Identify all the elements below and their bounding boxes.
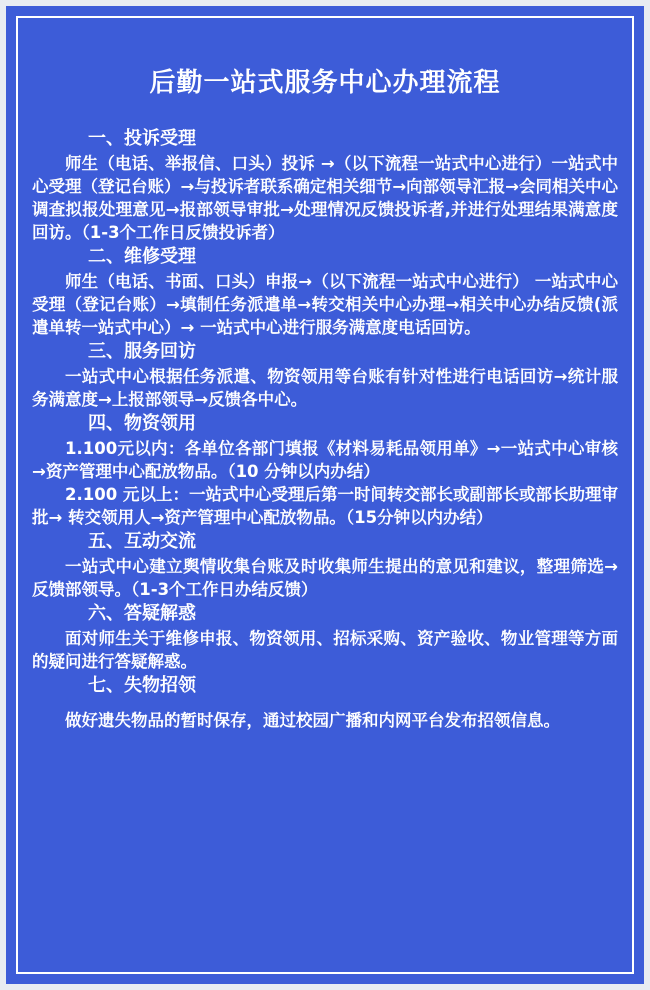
section-heading: 一、投诉受理	[88, 128, 196, 149]
notice-board	[6, 6, 644, 984]
notice-border	[16, 16, 634, 974]
section-return-visit	[32, 339, 618, 411]
section-paragraph: 一站式中心根据任务派遣、物资领用等台账有针对性进行电话回访→统计服务满意度→上报部领导→反馈各中心。	[32, 367, 618, 409]
section-paragraph: 做好遗失物品的暂时保存，通过校园广播和内网平台发布招领信息。	[65, 711, 560, 730]
section-heading: 二、维修受理	[88, 246, 196, 267]
section-heading: 五、互动交流	[88, 531, 196, 552]
section-paragraph: 一站式中心建立舆情收集台账及时收集师生提出的意见和建议，整理筛选→反馈部领导。（1-3个工作日办结反馈）	[32, 557, 618, 599]
section-paragraph: 面对师生关于维修申报、物资领用、招标采购、资产验收、物业管理等方面的疑问进行答疑解惑。	[32, 629, 618, 671]
section-complaint	[32, 126, 618, 244]
section-lost-found	[32, 673, 618, 736]
section-paragraph: 师生（电话、举报信、口头）投诉 →（以下流程一站式中心进行）一站式中心受理（登记台账）→与投诉者联系确定相关细节→向部领导汇报→会同相关中心调查拟报处理意见→报部领导审批→处理情况反馈投诉者,并进行处理结果满意度回访。（1-3个工作日反馈投诉者）	[32, 154, 618, 242]
section-paragraph: 1.100元以内：各单位各部门填报《材料易耗品领用单》→一站式中心审核→资产管理中心配放物品。（10 分钟以内办结）	[32, 439, 618, 481]
section-heading: 七、失物招领	[88, 675, 196, 696]
section-heading: 三、服务回访	[88, 341, 196, 362]
section-heading: 六、答疑解惑	[88, 603, 196, 624]
section-paragraph: 2.100 元以上：一站式中心受理后第一时间转交部长或副部长或部长助理审批→ 转交领用人→资产管理中心配放物品。（15分钟以内办结）	[32, 485, 618, 527]
section-materials	[32, 411, 618, 529]
process-content	[32, 126, 618, 736]
section-paragraph: 师生（电话、书面、口头）申报→（以下流程一站式中心进行） 一站式中心受理（登记台账）→填制任务派遣单→转交相关中心办理→相关中心办结反馈(派遣单转一站式中心）→ 一站式中心进行服务满意度电话回访。	[32, 272, 618, 337]
page-title: 后勤一站式服务中心办理流程	[149, 68, 501, 98]
section-heading: 四、物资领用	[88, 413, 196, 434]
section-interaction	[32, 529, 618, 601]
section-qa	[32, 601, 618, 673]
section-repair	[32, 244, 618, 339]
